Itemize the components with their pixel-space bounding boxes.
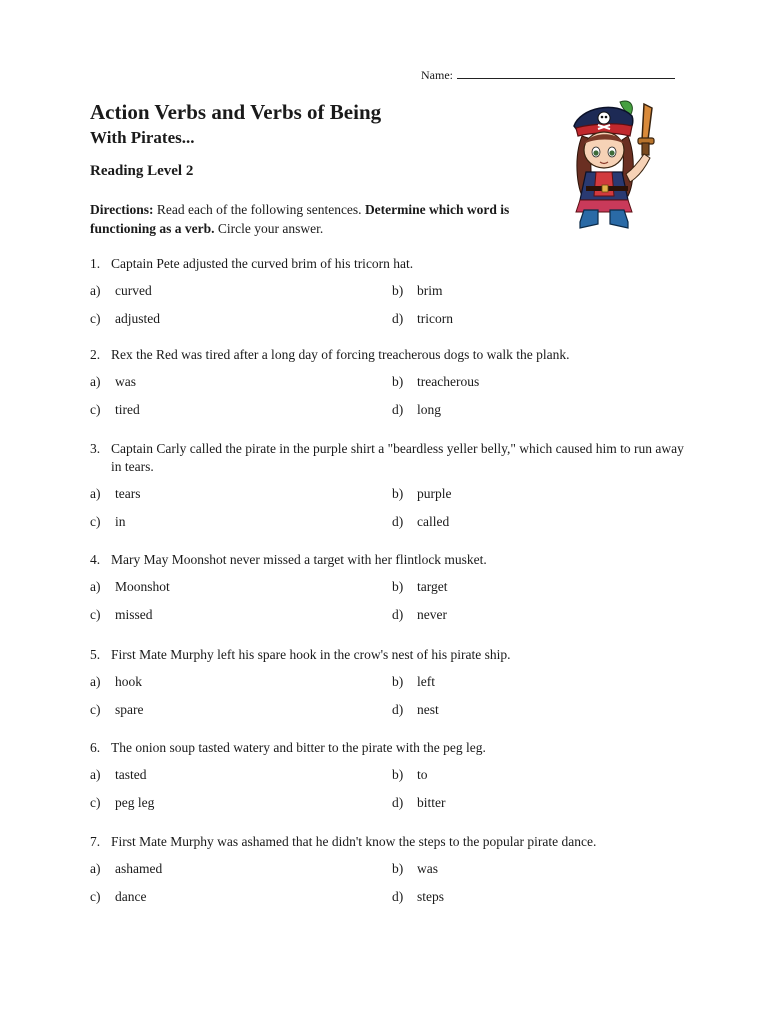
pirate-girl-illustration xyxy=(560,96,664,232)
directions-text-1: Read each of the following sentences. xyxy=(153,202,365,217)
answer-option-3-d[interactable] xyxy=(392,514,449,530)
answer-option-1-d[interactable] xyxy=(392,311,453,327)
option-answer: called xyxy=(417,514,450,529)
answer-option-5-a[interactable] xyxy=(90,674,142,690)
option-letter: b) xyxy=(392,767,404,782)
option-answer: nest xyxy=(417,702,439,717)
answer-option-1-c[interactable] xyxy=(90,311,160,327)
page-title: Action Verbs and Verbs of Being xyxy=(90,100,382,124)
directions-text-2: Circle your answer. xyxy=(214,220,324,236)
question-text: Captain Pete adjusted the curved brim of his tricorn hat. xyxy=(111,256,414,271)
question-text: The onion soup tasted watery and bitter to the pirate with the peg leg. xyxy=(111,740,486,755)
option-answer: left xyxy=(417,674,435,689)
answer-option-7-a[interactable] xyxy=(90,861,162,877)
question-number: 2. xyxy=(90,347,101,362)
answer-option-6-b[interactable] xyxy=(392,767,428,783)
answer-option-5-d[interactable] xyxy=(392,702,439,718)
option-answer: curved xyxy=(115,283,152,298)
option-letter: d) xyxy=(392,795,404,810)
answer-option-6-d[interactable] xyxy=(392,795,446,811)
answer-option-4-a[interactable] xyxy=(90,579,170,595)
question-number: 4. xyxy=(90,552,101,567)
option-answer: ashamed xyxy=(115,861,163,876)
question-number: 3. xyxy=(90,441,101,456)
option-letter: a) xyxy=(90,374,101,389)
option-answer: spare xyxy=(115,702,144,717)
option-answer: target xyxy=(417,579,448,594)
option-letter: b) xyxy=(392,674,404,689)
question-text: Mary May Moonshot never missed a target with her flintlock musket. xyxy=(111,552,487,567)
name-label: Name: xyxy=(421,68,453,82)
option-letter: c) xyxy=(90,514,101,529)
option-letter: d) xyxy=(392,402,404,417)
option-letter: c) xyxy=(90,402,101,417)
sword-icon xyxy=(638,104,654,155)
question-text: Rex the Red was tired after a long day of forcing treacherous dogs to walk the plank. xyxy=(111,347,570,362)
question-4 xyxy=(90,551,690,569)
question-2 xyxy=(90,346,690,364)
option-letter: a) xyxy=(90,767,101,782)
option-letter: a) xyxy=(90,579,101,594)
option-answer: tricorn xyxy=(417,311,453,326)
option-letter: b) xyxy=(392,283,404,298)
answer-option-2-c[interactable] xyxy=(90,402,140,418)
option-letter: a) xyxy=(90,283,101,298)
option-letter: c) xyxy=(90,607,101,622)
option-letter: a) xyxy=(90,486,101,501)
question-3 xyxy=(90,440,690,476)
option-answer: dance xyxy=(115,889,147,904)
answer-option-3-b[interactable] xyxy=(392,486,452,502)
answer-option-6-c[interactable] xyxy=(90,795,154,811)
option-answer: tasted xyxy=(115,767,147,782)
question-6 xyxy=(90,739,690,757)
answer-option-5-c[interactable] xyxy=(90,702,143,718)
option-answer: hook xyxy=(115,674,142,689)
answer-option-4-c[interactable] xyxy=(90,607,153,623)
question-number: 1. xyxy=(90,256,101,271)
question-1 xyxy=(90,255,690,273)
option-answer: long xyxy=(417,402,442,417)
option-letter: b) xyxy=(392,579,404,594)
option-letter: c) xyxy=(90,311,101,326)
option-letter: c) xyxy=(90,889,101,904)
option-letter: b) xyxy=(392,861,404,876)
directions-label: Directions: xyxy=(90,202,154,217)
question-text: First Mate Murphy left his spare hook in the crow's nest of his pirate ship. xyxy=(111,647,511,662)
question-text: First Mate Murphy was ashamed that he didn't know the steps to the popular pirate dance. xyxy=(111,834,597,849)
question-number: 5. xyxy=(90,647,101,662)
option-answer: was xyxy=(115,374,136,389)
answer-option-7-b[interactable] xyxy=(392,861,438,877)
option-answer: bitter xyxy=(417,795,446,810)
answer-option-2-d[interactable] xyxy=(392,402,441,418)
question-text: Captain Carly called the pirate in the purple shirt a "beardless yeller belly," which caused him to run away in tears. xyxy=(111,441,684,474)
answer-option-3-a[interactable] xyxy=(90,486,140,502)
option-answer: missed xyxy=(115,607,153,622)
answer-option-1-b[interactable] xyxy=(392,283,443,299)
answer-option-7-d[interactable] xyxy=(392,889,444,905)
answer-option-2-b[interactable] xyxy=(392,374,479,390)
option-letter: c) xyxy=(90,795,101,810)
option-letter: a) xyxy=(90,674,101,689)
option-answer: peg leg xyxy=(115,795,155,810)
option-letter: d) xyxy=(392,311,404,326)
option-letter: c) xyxy=(90,702,101,717)
option-answer: tears xyxy=(115,486,141,501)
option-answer: adjusted xyxy=(115,311,160,326)
reading-level: Reading Level 2 xyxy=(90,163,194,179)
option-letter: d) xyxy=(392,514,404,529)
answer-option-4-b[interactable] xyxy=(392,579,448,595)
option-answer: tired xyxy=(115,402,140,417)
option-answer: to xyxy=(417,767,428,782)
option-answer: in xyxy=(115,514,126,529)
option-answer: brim xyxy=(417,283,443,298)
option-letter: d) xyxy=(392,607,404,622)
name-field[interactable] xyxy=(421,66,675,83)
answer-option-4-d[interactable] xyxy=(392,607,447,623)
option-letter: d) xyxy=(392,702,404,717)
question-7 xyxy=(90,833,690,851)
answer-option-1-a[interactable] xyxy=(90,283,152,299)
option-letter: a) xyxy=(90,861,101,876)
option-answer: treacherous xyxy=(417,374,480,389)
answer-option-5-b[interactable] xyxy=(392,674,435,690)
option-answer: was xyxy=(417,861,438,876)
answer-option-3-c[interactable] xyxy=(90,514,126,530)
name-blank-line[interactable] xyxy=(457,66,675,79)
option-answer: Moonshot xyxy=(115,579,170,594)
question-number: 6. xyxy=(90,740,101,755)
option-answer: never xyxy=(417,607,447,622)
question-number: 7. xyxy=(90,834,101,849)
option-letter: d) xyxy=(392,889,404,904)
question-5 xyxy=(90,646,690,664)
option-answer: steps xyxy=(417,889,444,904)
directions-emphasis: Determine which word is functioning as a verb. xyxy=(90,202,510,236)
page-subtitle: With Pirates... xyxy=(90,128,195,147)
answer-option-6-a[interactable] xyxy=(90,767,147,783)
option-letter: b) xyxy=(392,374,404,389)
answer-option-7-c[interactable] xyxy=(90,889,146,905)
option-letter: b) xyxy=(392,486,404,501)
option-answer: purple xyxy=(417,486,452,501)
directions xyxy=(90,201,520,238)
answer-option-2-a[interactable] xyxy=(90,374,136,390)
